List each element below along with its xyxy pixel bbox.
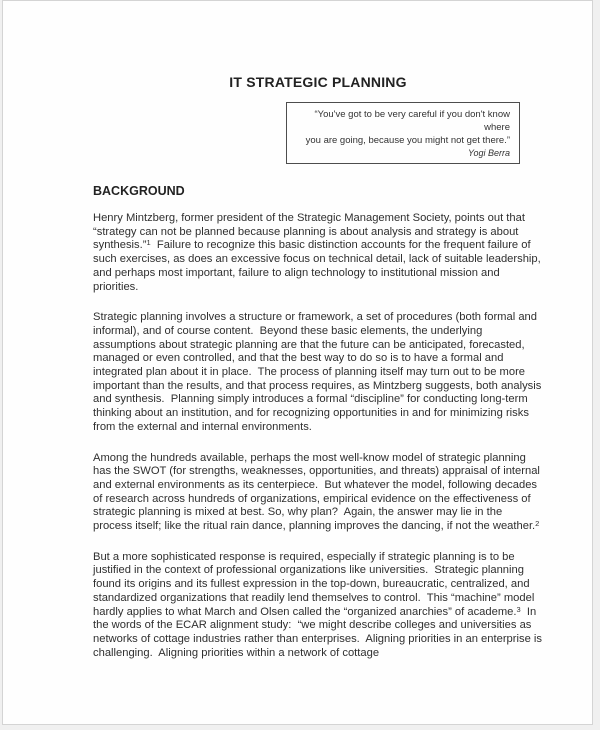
footnote-ref: 3 [516,604,521,614]
footnote-ref: 2 [535,519,540,529]
paragraph-text: Henry Mintzberg, former president of the Strategic Management Society, points out that “strategy can not be planned because planning is about analysis and strategy is about synthesis.” [93,212,529,252]
paragraph-text: Strategic planning involves a structure or framework, a set of procedures (both formal and informal), and of course content. Beyond these basic elements, the underlying assumptions about strategic planning are that the future can be anticipated, forecasted, managed or even controlled, and that the best way to do so is to have a formal and integrated plan about it in place. The process of planning itself may turn out to be more important than the results, and that process requires, as Mintzberg suggests, both analysis and synthesis. Planning simply introduces a formal “discipline” for conducting long-term thinking about an institution, and for recognizing opportunities in and for minimizing risks from the external and internal environments. [93,311,545,433]
paragraph-text: In the words of the ECAR alignment study: “we might describe colleges and universities as networks of cottage industries rather than enterprises. Aligning priorities in an enterprise is challenging. Aligning priorities within a network of cottage [93,605,546,659]
paragraph [93,311,543,434]
quote-attribution: Yogi Berra [467,148,510,158]
page-title: IT STRATEGIC PLANNING [229,74,407,90]
section-heading: BACKGROUND [93,184,185,198]
paragraph-text: Among the hundreds available, perhaps the most well-know model of strategic planning has the SWOT (for strengths, weaknesses, opportunities, and threats) appraisal of internal and external environments as its centerpiece. But whatever the model, following decades of research across hundreds of organizations, empirical evidence on the effectiveness of strategic planning is mixed at best. So, why plan? Again, the answer may lie in the process itself; like the ritual rain dance, planning improves the dancing, if not the weather. [93,451,544,533]
paragraph [93,212,543,294]
document-content [93,74,546,660]
document-page [2,0,593,725]
quote-line: you are going, because you might not get there.” [305,135,510,146]
paragraph [93,550,546,661]
quote-line: “You've got to be very careful if you don't know where [314,109,510,133]
quote-box [286,102,520,164]
footnote-ref: 1 [146,238,151,248]
paragraph [93,452,543,534]
paragraph-text: Failure to recognize this basic distinction accounts for the frequent failure of such exercises, as does an excessive focus on technical detail, lack of suitable leadership, and perhaps most important, failure to align technology to institutional mission and priorities. [93,239,544,293]
paragraph-text: But a more sophisticated response is required, especially if strategic planning is to be justified in the context of professional organizations like universities. Strategic planning found its origins and its fullest expression in the top-down, bureaucratic, centralized, and standardized organizations that readily lend themselves to control. This “machine” model hardly applies to what March and Olsen called the “organized anarchies” of academe. [93,550,538,618]
